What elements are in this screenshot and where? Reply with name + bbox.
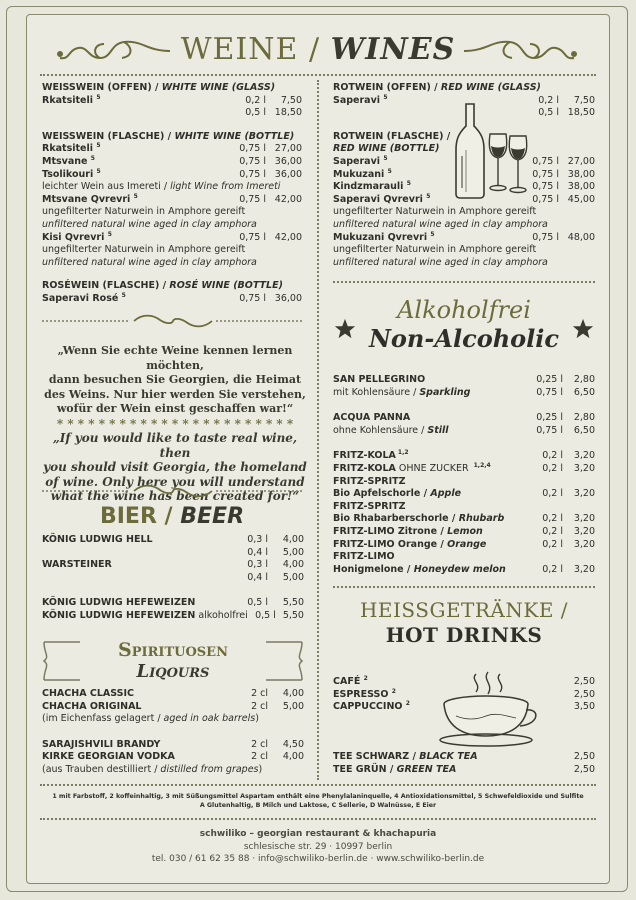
wine-quote: „Wenn Sie echte Weine kennen lernen möchten, dann besuchen Sie Georgien, die Heimat des Weins. Nur hier werden Sie verstehen, wofür der Wein einst geschaffen war!“ * * * * * * * * * * * * * * * * * * * * * * * „If you would like to taste real wine, then you should visit Georgia, the homeland of wine. Only here you will understand what the wine has been created for!“ xyxy=(43,344,307,503)
item-note: ungefilterter Naturwein in Amphore gereift xyxy=(333,206,537,218)
red-bottle-header: ROTWEIN (FLASCHE) / xyxy=(333,130,451,142)
list-item: Saperavi $^5$ 0,75 l 27,00 xyxy=(333,154,595,167)
list-item: Rkatsiteli $^5$ 0,75 l 27,00 xyxy=(42,142,302,155)
nonalc-title: Alkoholfrei Non-Alcoholic xyxy=(368,296,560,353)
nonalc-list xyxy=(333,374,595,576)
list-item: CAFÉ $^2$ 2,50 xyxy=(333,675,595,687)
list-item: CHACHA CLASSIC 2 cl 4,00 xyxy=(42,688,304,699)
item-note: (im Eichenfass gelagert / aged in oak barrels) xyxy=(42,713,259,725)
liquors-title-box xyxy=(40,636,306,686)
list-item: Mtsvane Qvrevri $^5$ 0,75 l 42,00 xyxy=(42,192,302,205)
list-item: TEE GRÜN / GREEN TEA 2,50 xyxy=(333,763,595,775)
item-note: ungefilterter Naturwein in Amphore gereift xyxy=(42,206,246,218)
title-en: WINES xyxy=(330,32,456,67)
item-note: unfiltered natural wine aged in clay amphora xyxy=(42,256,257,268)
restaurant-footer xyxy=(0,828,636,866)
bottom-divider xyxy=(40,784,596,786)
list-item: WARSTEINER 0,3 l 4,00 xyxy=(42,559,304,571)
title-de: WEINE / xyxy=(180,32,331,67)
hot-title: HEISSGETRÄNKE / HOT DRINKS xyxy=(359,598,569,647)
list-item: 0,5 l 18,50 xyxy=(538,107,595,119)
star-right-icon xyxy=(572,318,594,340)
list-item: ACQUA PANNA 0,25 l 2,80 xyxy=(333,412,595,424)
list-item: FRITZ-LIMO Zitrone / Lemon 0,2 l 3,20 xyxy=(333,525,595,537)
list-item: Honigmelone / Honeydew melon 0,2 l 3,20 xyxy=(333,563,595,575)
white-open-header: WEISSWEIN (OFFEN) / WHITE WINE (GLASS) xyxy=(42,82,276,93)
list-item: Bio Apfelschorle / Apple 0,2 l 3,20 xyxy=(333,488,595,500)
ornament-divider-icon xyxy=(42,484,304,498)
tea-list xyxy=(333,751,595,776)
page-title xyxy=(0,32,636,67)
top-divider xyxy=(40,74,596,76)
teacup-icon xyxy=(436,670,540,748)
star-left-icon xyxy=(334,318,356,340)
list-item: SAN PELLEGRINO 0,25 l 2,80 xyxy=(333,374,595,385)
list-item: FRITZ-SPRITZ xyxy=(333,500,406,512)
liquors-list xyxy=(42,688,304,777)
beer-list xyxy=(42,534,304,623)
rose-header: ROSÉWEIN (FLASCHE) / ROSÉ WINE (BOTTLE) xyxy=(42,280,283,292)
list-item: Mukuzani Qvrevri $^5$ 0,75 l 48,00 xyxy=(333,230,595,243)
list-item: Mtsvane $^5$ 0,75 l 36,00 xyxy=(42,154,302,167)
list-item: FRITZ-LIMO xyxy=(333,551,395,563)
red-bottle-header-en: RED WINE (BOTTLE) xyxy=(333,143,440,155)
liquors-title-en: Liqours xyxy=(136,661,210,682)
item-note: unfiltered natural wine aged in clay amphora xyxy=(42,218,257,230)
list-item: mit Kohlensäure / Sparkling 0,75 l 6,50 xyxy=(333,386,595,398)
list-item: Saperavi Qvrevri $^5$ 0,75 l 45,00 xyxy=(333,192,595,205)
right-divider xyxy=(333,281,595,283)
item-note: unfiltered natural wine aged in clay amphora xyxy=(333,256,548,268)
wine-bottle-icon xyxy=(452,100,532,200)
list-item: CAPPUCCINO $^2$ 3,50 xyxy=(333,700,595,713)
list-item: ohne Kohlensäure / Still 0,75 l 6,50 xyxy=(333,424,595,436)
left-column xyxy=(42,82,302,306)
list-item: KÖNIG LUDWIG HEFEWEIZEN alkoholfrei 0,5 l 5,50 xyxy=(42,609,304,621)
right-divider xyxy=(333,586,595,588)
list-item: 0,4 l 5,00 xyxy=(247,571,304,583)
list-item: KIRKE GEORGIAN VODKA 2 cl 4,00 xyxy=(42,751,304,763)
list-item: CHACHA ORIGINAL 2 cl 5,00 xyxy=(42,700,304,712)
item-note: unfiltered natural wine aged in clay amphora xyxy=(333,218,548,230)
list-item: SARAJISHVILI BRANDY 2 cl 4,50 xyxy=(42,738,304,750)
allergen-notes: 1 mit Farbstoff, 2 koffeinhaltig, 3 mit Süßungsmittel Aspartam enthält eine Phenylalaninquelle, 4 Antioxidationsmittel, 5 Schwefeldioxide und Sulfite A Glutenhaltig, B Milch und Laktose, C Sellerie, D Walnüsse, E Eier xyxy=(52,793,584,809)
restaurant-contact: tel. 030 / 61 62 35 88 · info@schwiliko-berlin.de · www.schwiliko-berlin.de xyxy=(151,854,485,864)
list-item: Bio Rhabarberschorle / Rhubarb 0,2 l 3,20 xyxy=(333,513,595,525)
red-open-header: ROTWEIN (OFFEN) / RED WINE (GLASS) xyxy=(333,82,541,93)
restaurant-name: schwiliko – georgian restaurant & khachapuria xyxy=(199,829,437,839)
list-item: FRITZ-SPRITZ xyxy=(333,475,406,487)
list-item: Saperavi $^5$ 0,2 l 7,50 xyxy=(333,93,595,106)
list-item: Tsolikouri $^5$ 0,75 l 36,00 xyxy=(42,167,302,180)
item-note: leichter Wein aus Imereti / light Wine from Imereti xyxy=(42,181,281,193)
list-item: FRITZ-LIMO Orange / Orange 0,2 l 3,20 xyxy=(333,538,595,550)
list-item: ESPRESSO $^2$ 2,50 xyxy=(333,687,595,700)
list-item: FRITZ-KOLA $^{1,2}$ 0,2 l 3,20 xyxy=(333,449,595,462)
white-bottle-header: WEISSWEIN (FLASCHE) / WHITE WINE (BOTTLE) xyxy=(42,130,295,142)
ornament-divider-icon xyxy=(42,314,304,328)
list-item: Kisi Qvrevri $^5$ 0,75 l 42,00 xyxy=(42,230,302,243)
restaurant-address: schlesische str. 29 · 10997 berlin xyxy=(243,841,393,852)
list-item: 0,4 l 5,00 xyxy=(247,546,304,558)
item-note: ungefilterter Naturwein in Amphore gereift xyxy=(333,244,537,256)
column-divider xyxy=(317,80,319,780)
list-item: 0,5 l 18,50 xyxy=(245,107,302,119)
list-item: Saperavi Rosé $^5$ 0,75 l 36,00 xyxy=(42,291,302,304)
list-item: Kindzmarauli $^5$ 0,75 l 38,00 xyxy=(333,180,595,193)
list-item: TEE SCHWARZ / BLACK TEA 2,50 xyxy=(333,751,595,762)
beer-title: BIER / BEER xyxy=(99,504,245,529)
liquors-title-de: Spirituosen xyxy=(118,639,228,661)
list-item: Rkatsiteli $^5$ 0,2 l 7,50 xyxy=(42,93,302,106)
item-note: (aus Trauben destilliert / distilled from grapes) xyxy=(42,763,263,775)
bottom-divider xyxy=(40,818,596,820)
list-item: KÖNIG LUDWIG HELL 0,3 l 4,00 xyxy=(42,534,304,545)
list-item: Mukuzani $^5$ 0,75 l 38,00 xyxy=(333,167,595,180)
list-item: KÖNIG LUDWIG HEFEWEIZEN 0,5 l 5,50 xyxy=(42,597,304,609)
item-note: ungefilterter Naturwein in Amphore gereift xyxy=(42,244,246,256)
list-item: FRITZ-KOLA OHNE ZUCKER $^{1,2,4}$ 0,2 l 3,20 xyxy=(333,461,595,474)
